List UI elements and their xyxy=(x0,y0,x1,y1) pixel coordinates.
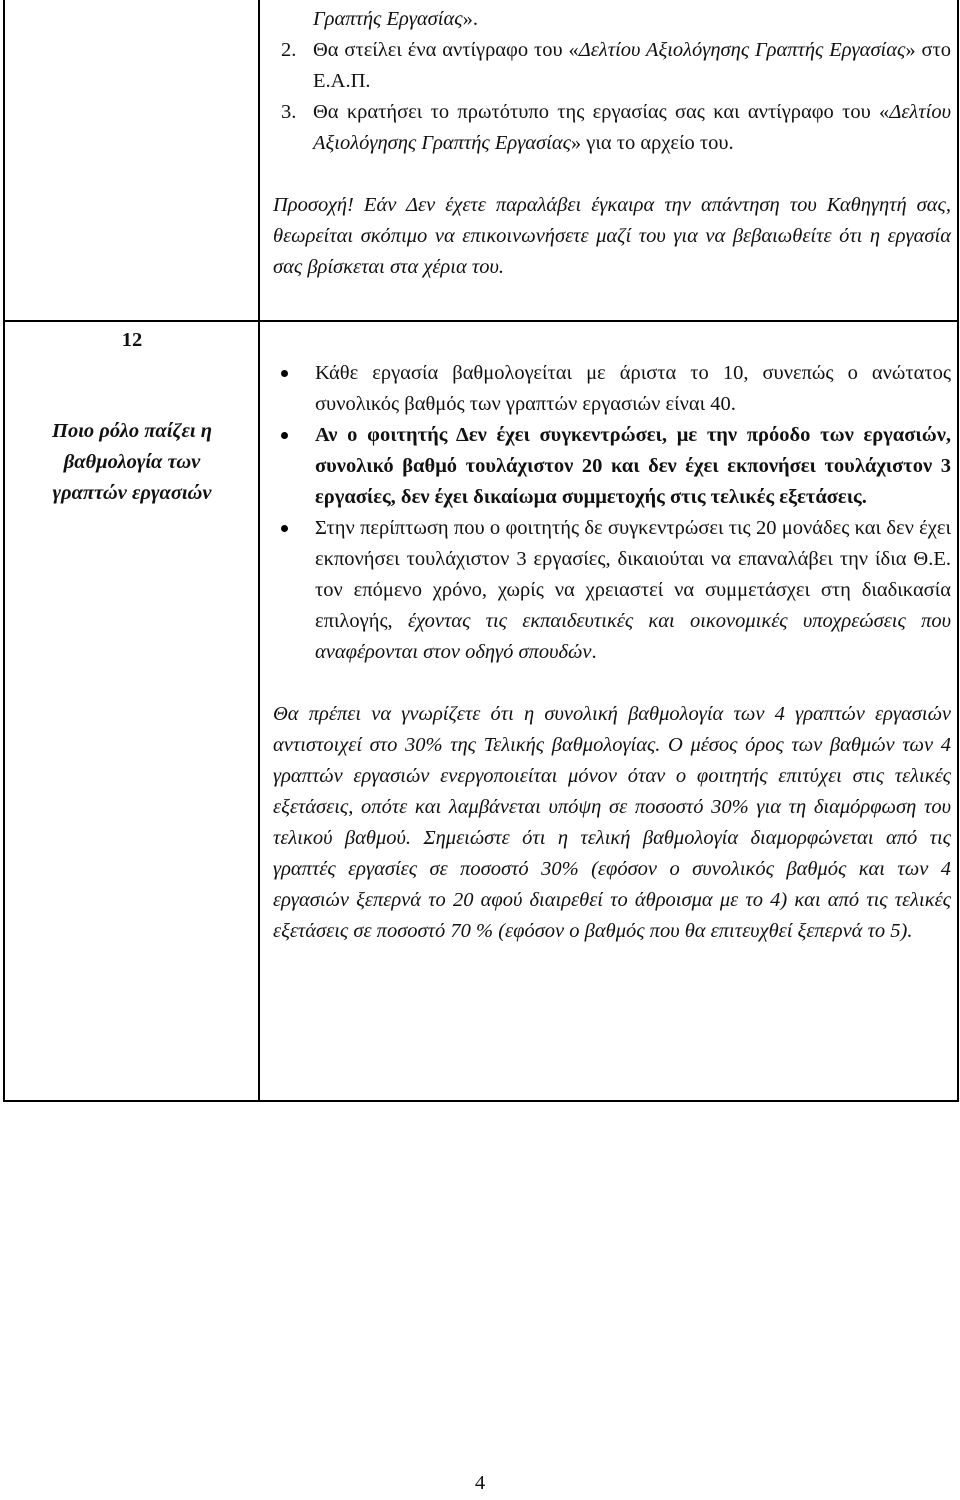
question-number: 12 xyxy=(121,329,143,351)
list-item: 2. Θα στείλει ένα αντίγραφο του «Δελτίου Αξιολόγησης Γραπτής Εργασίας» στο Ε.Α.Π. xyxy=(281,39,951,92)
column-divider xyxy=(258,0,260,1100)
warning-note: Προσοχή! Εάν Δεν έχετε παραλάβει έγκαιρα την απάντηση του Καθηγητή σας, θεωρείται σκόπιμο να επικοινωνήσετε μαζί του για να βεβαιωθείτε ότι η εργασία σας βρίσκεται στα χέρια του. xyxy=(273,194,951,278)
faq-table xyxy=(3,0,959,1102)
bullet-item: Αν ο φοιτητής Δεν έχει συγκεντρώσει, με την πρόοδο των εργασιών, συνολικό βαθμό τουλάχιστον 20 και δεν έχει εκπονήσει τουλάχιστον 3 εργασίες, δεν έχει δικαίωμα συμμετοχής στις τελικές εξετάσεις. xyxy=(273,420,951,513)
question-cell xyxy=(27,325,237,509)
row-divider xyxy=(5,320,957,322)
bullet-dot xyxy=(281,370,288,377)
answer-cell xyxy=(273,358,951,947)
bullet-item: Στην περίπτωση που ο φοιτητής δε συγκεντρώσει τις 20 μονάδες και δεν έχει εκπονήσει τουλάχιστον 3 εργασίες, δικαιούται να επαναλάβει την ίδια Θ.Ε. τον επόμενο χρόνο, χωρίς να χρειαστεί να συμμετάσχει στη διαδικασία επιλογής, έχοντας τις εκπαιδευτικές και οικονομικές υποχρεώσεις που αναφέρονται στον οδηγό σπουδών. xyxy=(273,513,951,668)
bullet-dot xyxy=(281,525,288,532)
continuation-first-line: Γραπτής Εργασίας». xyxy=(313,8,478,30)
question-title: Ποιο ρόλο παίζει η βαθμολογία των γραπτών εργασιών xyxy=(52,420,212,504)
grading-paragraph: Θα πρέπει να γνωρίζετε ότι η συνολική βαθμολογία των 4 γραπτών εργασιών αντιστοιχεί στο 30% της Τελικής βαθμολογίας. Ο μέσος όρος των βαθμών των 4 γραπτών εργασιών ενεργοποιείται μόνον όταν ο φοιτητής επιτύχει στις τελικές εξετάσεις, οπότε και λαμβάνεται υπόψη σε ποσοστό 30% για τη διαμόρφωση του τελικού βαθμού. Σημειώστε ότι η τελική βαθμολογία διαμορφώνεται από τις γραπτές εργασίες σε ποσοστό 30% (εφόσον ο συνολικός βαθμός και των 4 εργασιών ξεπερνά το 20 αφού διαιρεθεί το άθροισμα με το 4) και από τις τελικές εξετάσεις σε ποσοστό 70 % (εφόσον ο βαθμός που θα επιτευχθεί ξεπερνά το 5). xyxy=(273,703,951,942)
bullet-item: Κάθε εργασία βαθμολογείται με άριστα το 10, συνεπώς ο ανώτατος συνολικός βαθμός των γραπτών εργασιών είναι 40. xyxy=(273,358,951,420)
continuation-cell xyxy=(273,4,951,283)
numbered-list xyxy=(273,35,951,159)
page-number: 4 xyxy=(474,1472,486,1494)
bullet-dot xyxy=(281,432,288,439)
bullet-list xyxy=(273,358,951,668)
list-item: 3. Θα κρατήσει το πρωτότυπο της εργασίας σας και αντίγραφο του «Δελτίου Αξιολόγησης Γραπτής Εργασίας» για το αρχείο του. xyxy=(281,101,951,154)
